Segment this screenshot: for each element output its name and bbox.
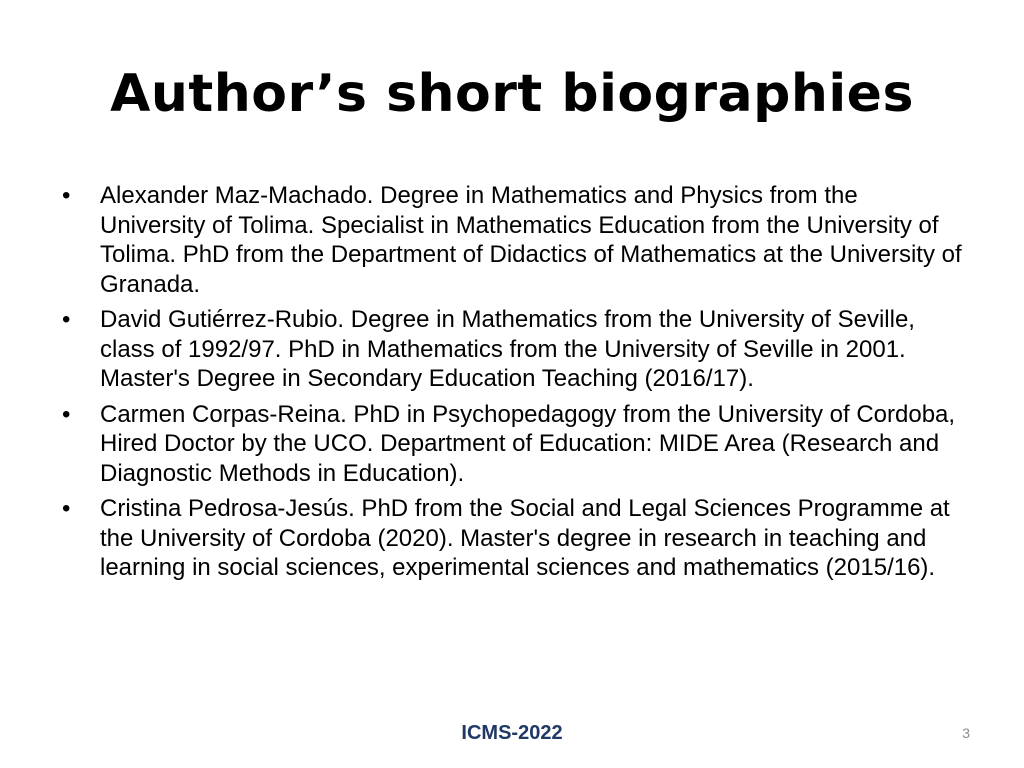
list-item [60,494,965,583]
bio-text: Cristina Pedrosa-Jesús. PhD from the Social and Legal Sciences Programme at the University of Cordoba (2020). Master's degree in research in teaching and learning in social sciences, experimental sciences and mathematics (2015/16). [100,495,950,581]
bullet-icon: • [62,400,71,428]
list-item [60,181,965,299]
list-item [60,400,965,489]
bullet-icon: • [62,306,71,333]
bio-text: David Gutiérrez-Rubio. Degree in Mathematics from the University of Seville, class of 1992/97. PhD in Mathematics from the University of Seville in 2001. Master's Degree in Secondary Education Teaching (2016/17). [100,306,915,392]
slide-title: Author’s short biographies [110,64,914,124]
page-number: 3 [962,725,970,741]
bullet-icon: • [62,182,71,209]
bio-text: Carmen Corpas-Reina. PhD in Psychopedagogy from the University of Cordoba, Hired Doctor by the UCO. Department of Education: MIDE Area (Research and Diagnostic Methods in Education). [100,400,956,487]
biography-list [60,181,965,589]
footer-conference-name: ICMS-2022 [461,722,563,744]
bullet-icon: • [62,495,71,522]
list-item [60,305,965,394]
bio-text: Alexander Maz-Machado. Degree in Mathematics and Physics from the University of Tolima. Specialist in Mathematics Education from the University of Tolima. PhD from the Department of Didactics of Mathematics at the University of Granada. [100,182,962,298]
